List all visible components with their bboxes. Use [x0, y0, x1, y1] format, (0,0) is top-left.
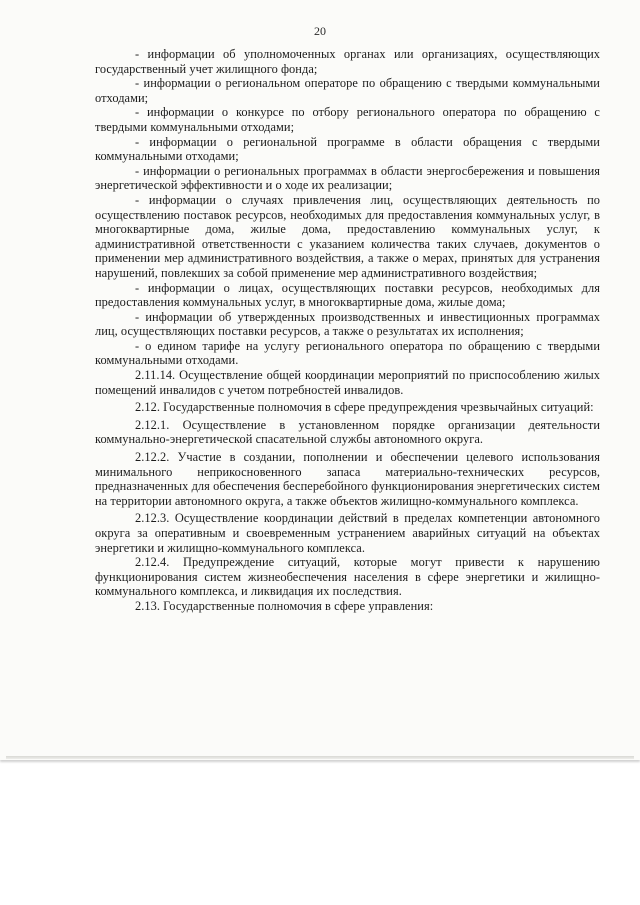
clause-2-12-3: 2.12.3. Осуществление координации действий в пределах компетенции автономного округа за оперативным и своевременным устранением аварийных ситуаций на объектах энергетики и жилищно-коммунального комплекса.: [95, 511, 600, 555]
clause-2-11-14: 2.11.14. Осуществление общей координации мероприятий по приспособлению жилых помещений инвалидов с учетом потребностей инвалидов.: [95, 368, 600, 397]
list-item-administrative-liability-info: - информации о случаях привлечения лиц, осуществляющих деятельность по осуществлению поставок ресурсов, необходимых для предоставления коммунальных услуг, в многоквартирные дома, жилые дома, предоставлению коммунальных услуг, к административной ответственности с указанием количества таких случаев, документов о применении мер административного воздействия, а также о мерах, принятых для устранения нарушений, повлекших за собой применение мер административного воздействия;: [95, 192, 600, 280]
clause-2-13-heading: 2.13. Государственные полномочия в сфере управления:: [135, 598, 434, 613]
list-item-energy-saving-programs-info: - информации о региональных программах в области энергосбережения и повышения энергетической эффективности и о ходе их реализации;: [95, 163, 600, 193]
clause-2-12-heading: 2.12. Государственные полномочия в сфере предупреждения чрезвычайных ситуаций:: [135, 400, 594, 415]
clause-2-12-2: 2.12.2. Участие в создании, пополнении и обеспечении целевого использования минимального неприкосновенного запаса материально-технических ресурсов, предназначенных для обеспечения бесперебойного функционирования энергетических систем на территории автономного округа, а также объектов жилищно-коммунального комплекса.: [95, 450, 600, 508]
list-item-investment-programs-info: - информации об утвержденных производственных и инвестиционных программах лиц, осуществляющих поставки ресурсов, а также о результатах их исполнения;: [95, 309, 600, 339]
clause-2-12-4: 2.12.4. Предупреждение ситуаций, которые могут привести к нарушению функционирования систем жизнеобеспечения населения в сфере энергетики и жилищно-коммунального комплекса, и ликвидация их последствия.: [95, 555, 600, 599]
list-item-resource-suppliers-info: - информации о лицах, осуществляющих поставки ресурсов, необходимых для предоставления коммунальных услуг, в многоквартирные дома, жилые дома;: [95, 280, 600, 310]
list-item-operator-contest-info: - информации о конкурсе по отбору регионального оператора по обращению с твердыми коммунальными отходами;: [95, 105, 600, 134]
list-item-single-tariff-info: - о едином тарифе на услугу регионального оператора по обращению с твердыми коммунальными отходами.: [95, 338, 600, 368]
page-edge-shadow: [6, 756, 634, 759]
page-number: 20: [314, 24, 326, 38]
list-item-regional-operator-info: - информации о региональном операторе по обращению с твердыми коммунальными отходами;: [95, 76, 600, 105]
document-body: [95, 47, 600, 614]
list-item-housing-registry-info: - информации об уполномоченных органах или организациях, осуществляющих государственный учет жилищного фонда;: [95, 47, 600, 76]
list-item-waste-program-info: - информации о региональной программе в области обращения с твердыми коммунальными отходами;: [95, 134, 600, 164]
clause-2-12-1: 2.12.1. Осуществление в установленном порядке организации деятельности коммунально-энергетической спасательной службы автономного округа.: [95, 417, 600, 447]
